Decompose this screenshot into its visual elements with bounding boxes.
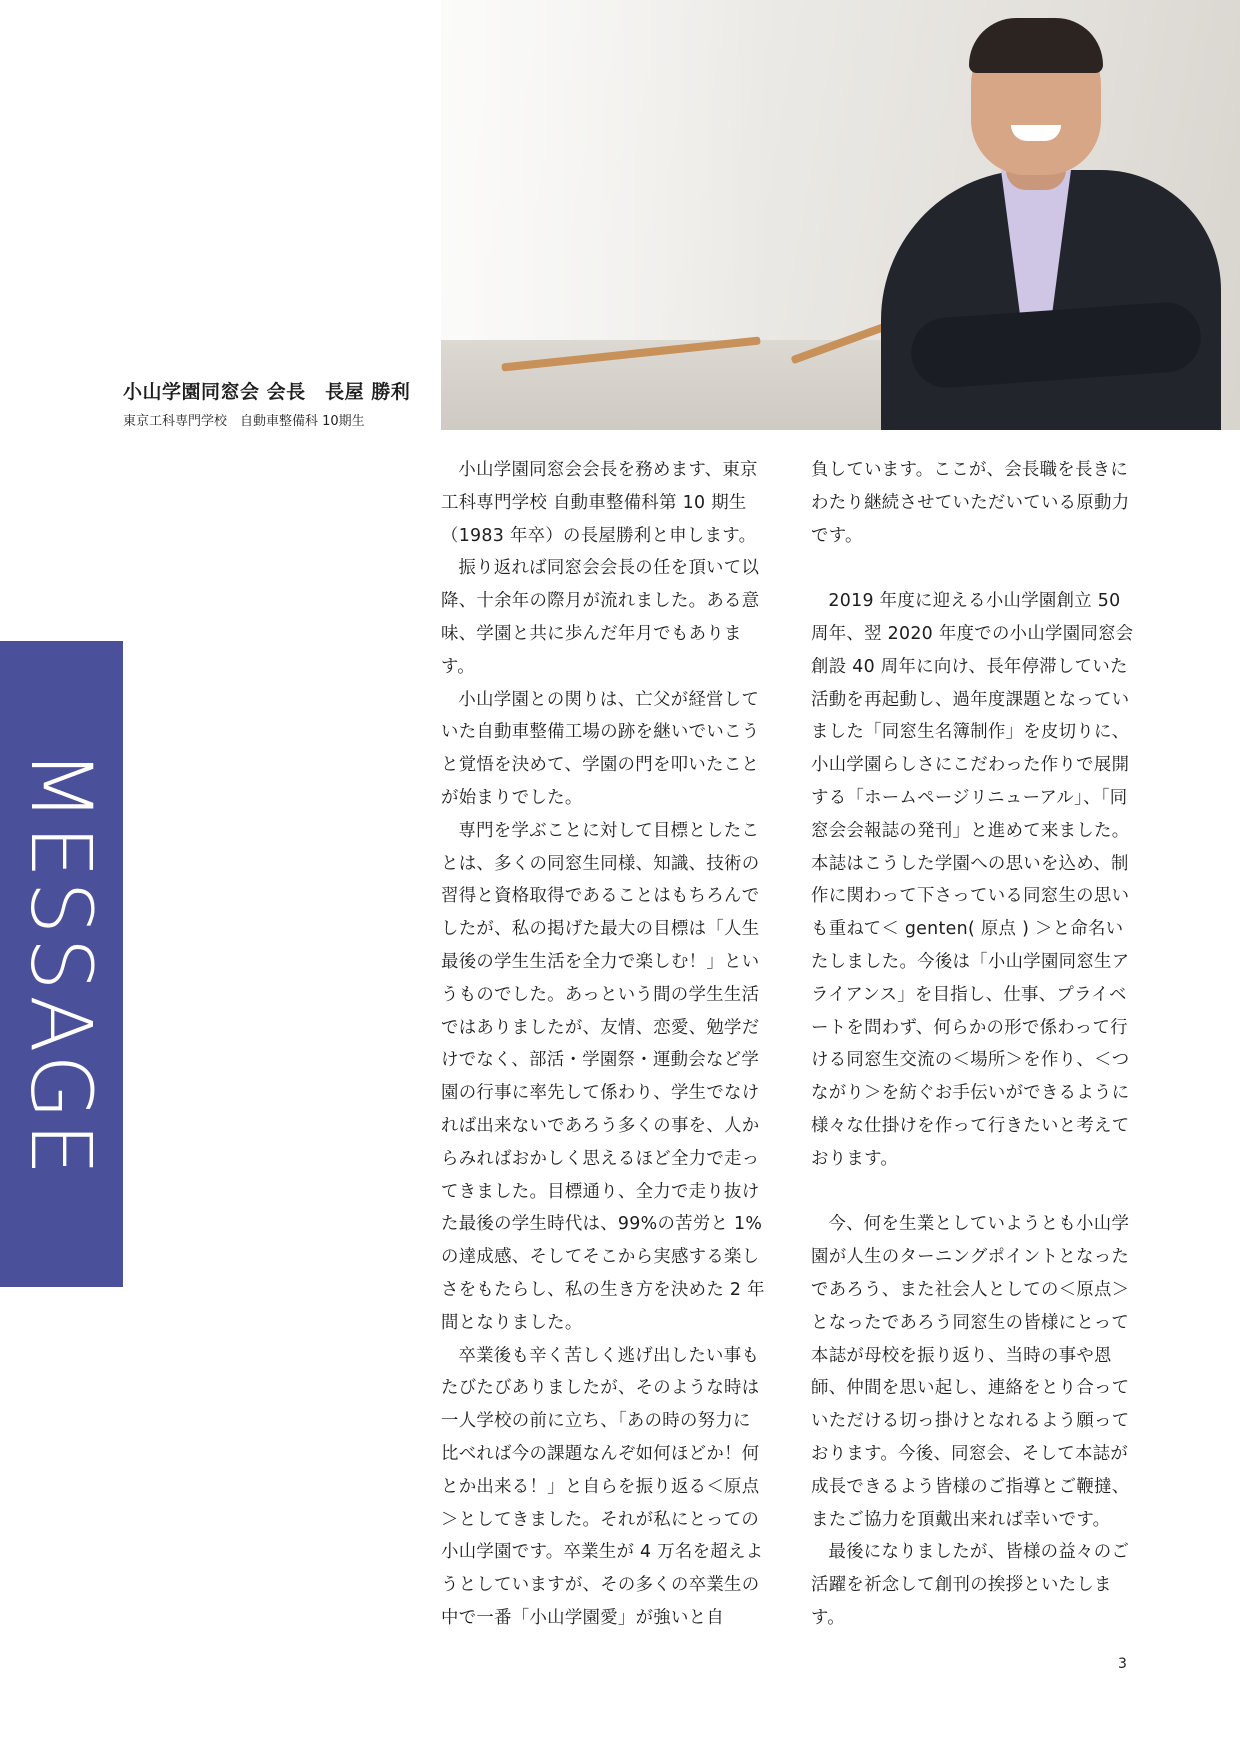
paragraph: 負しています。ここが、会長職を長きにわたり継続させていただいている原動力です。 [811,460,1130,546]
body-column-right [811,454,1139,1635]
paragraph: 専門を学ぶことに対して目標としたことは、多くの同窓生同様、知識、技術の習得と資格取得であることはもちろんでしたが、私の掲げた最大の目標は「人生最後の学生生活を全力で楽しむ！」というものでした。あっという間の学生生活ではありましたが、友情、恋愛、勉学だけでなく、部活・学園祭・運動会など学園の行事に率先して係わり、学生でなければ出来ないであろう多くの事を、人からみればおかしく思えるほど全力で走ってきました。目標通り、全力で走り抜けた最後の学生時代は、99%の苦労と 1%の達成感、そしてそこから実感する楽しさをもたらし、私の生き方を決めた 2 年間となりました。 [441,820,765,1333]
author-affiliation: 東京工科専門学校 自動車整備科 10期生 [123,414,365,429]
paragraph: 小山学園同窓会会長を務めます、東京工科専門学校 自動車整備科第 10 期生（1983 年卒）の長屋勝利と申します。 [441,460,758,546]
paragraph: 卒業後も辛く苦しく逃げ出したい事もたびたびありましたが、そのような時は一人学校の前に立ち、「あの時の努力に比べれば今の課題なんぞ如何ほどか！何とか出来る！」と自らを振り返る＜原点＞としてきました。それが私にとっての小山学園です。卒業生が 4 万名を超えようとしていますが、その多くの卒業生の中で一番「小山学園愛」が強いと自 [441,1345,764,1628]
paragraph: 最後になりましたが、皆様の益々のご活躍を祈念して創刊の挨拶といたします。 [811,1542,1130,1628]
page-number: 3 [1118,1656,1127,1672]
paragraph: 2019 年度に迎える小山学園創立 50 周年、翌 2020 年度での小山学園同窓会創設 40 周年に向け、長年停滞していた活動を再起動し、過年度課題となっていました「同窓生名簿制作」を皮切りに、小山学園らしさにこだわった作りで展開する「ホームページリニューアル」、「同窓会会報誌の発刊」と進めて来ました。本誌はこうした学園への思いを込め、制作に関わって下さっている同窓生の思いも重ねて＜ genten( 原点 ) ＞と命名いたしました。今後は「小山学園同窓生アライアンス」を目指し、仕事、プライベートを問わず、何らかの形で係わって行ける同窓生交流の＜場所＞を作り、＜つながり＞を紡ぐお手伝いができるように様々な仕掛けを作って行きたいと考えております。 [811,591,1134,1169]
body-column-left [441,454,766,1635]
paragraph: 振り返れば同窓会会長の任を頂いて以降、十余年の際月が流れました。ある意味、学園と共に歩んだ年月でもあります。 [441,558,760,677]
portrait-photo [441,0,1240,430]
paragraph: 今、何を生業としていようとも小山学園が人生のターニングポイントとなったであろう、また社会人としての＜原点＞となったであろう同窓生の皆様にとって本誌が母校を振り返り、当時の事や恩師、仲間を思い起し、連絡をとり合っていただける切っ掛けとなれるよう願っております。今後、同窓会、そして本誌が成長できるよう皆様のご指導とご鞭撻、またご協力を頂戴出来れば幸いです。 [811,1214,1130,1530]
paragraph: 小山学園との関りは、亡父が経営していた自動車整備工場の跡を継いでいこうと覚悟を決めて、学園の門を叩いたことが始まりでした。 [441,689,760,808]
author-name: 小山学園同窓会 会長 長屋 勝利 [123,381,411,403]
message-side-band [0,641,123,1287]
message-label: MESSAGE [12,749,110,1179]
